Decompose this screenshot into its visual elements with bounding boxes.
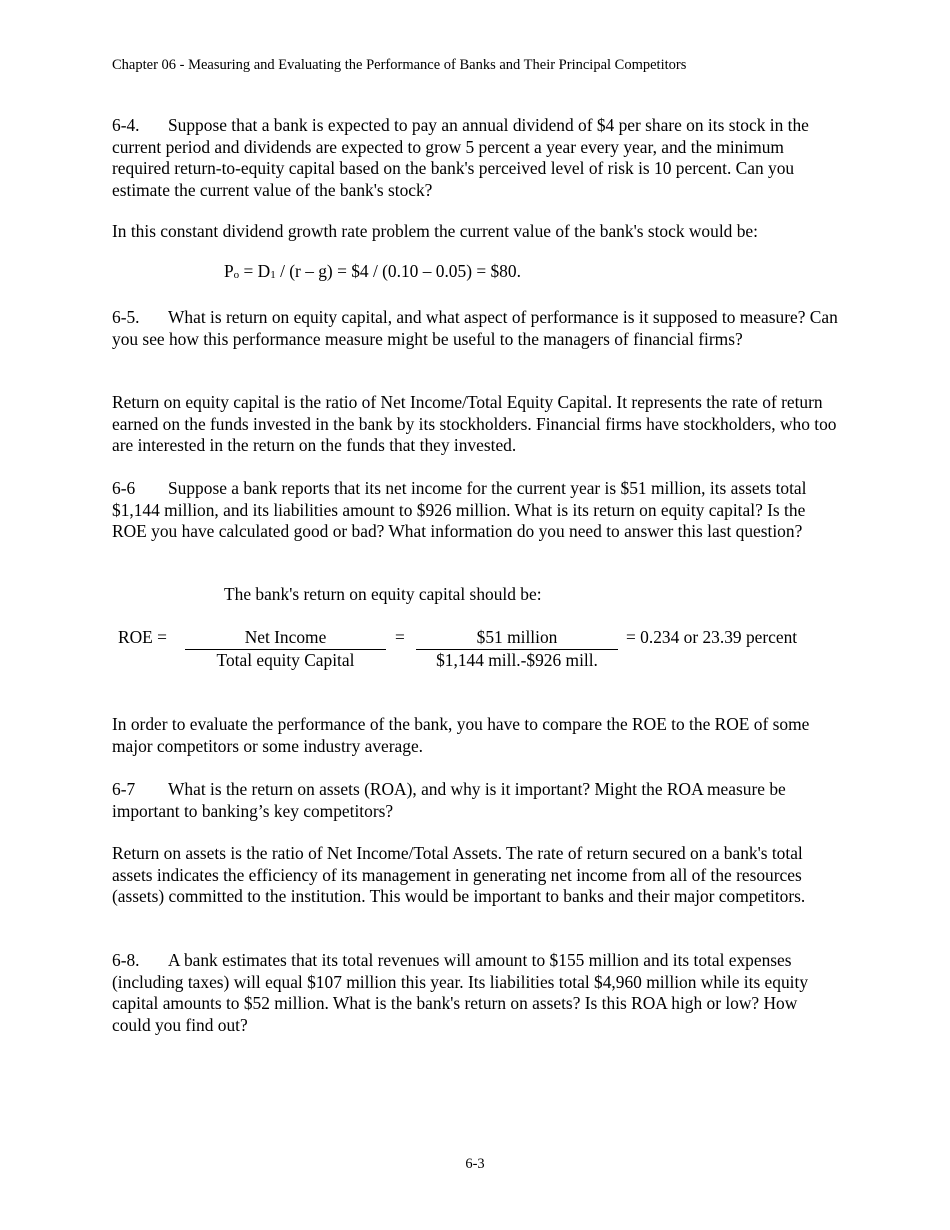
page-number: 6-3 — [465, 1156, 485, 1172]
question-number: 6-8. — [112, 950, 140, 970]
roe-intro: The bank's return on equity capital should be: — [224, 584, 542, 604]
question-number: 6-4. — [112, 115, 140, 135]
answer-6-7: Return on assets is the ratio of Net Income/Total Assets. The rate of return secured on a bank's total assets indicates the efficiency of its management in generating net income from all of the resources (assets) committed to the institution. This would be important to banks and their major competitors. — [112, 843, 806, 906]
question-6-7 — [112, 779, 840, 822]
equals-sign: = — [395, 627, 405, 647]
answer-6-6: In order to evaluate the performance of the bank, you have to compare the ROE to the ROE of some major competitors or some industry average. — [112, 714, 810, 756]
question-6-4 — [112, 115, 840, 201]
dividend-growth-formula: $P_o = D_1 / (r - g)$ = $4 / (0.10 – 0.05) = $80. — [224, 261, 521, 281]
question-text: Suppose a bank reports that its net income for the current year is $51 million, its assets total $1,144 million, and its liabilities amount to $926 million. What is its return on equity capital? Is the ROE you have calculated good or bad? What information do you need to answer this last question? — [112, 478, 807, 541]
fraction-2 — [416, 627, 618, 671]
question-text: What is the return on assets (ROA), and why is it important? Might the ROA measure be important to banking’s key competitors? — [112, 779, 786, 821]
fraction-2-denominator: $1,144 mill.-$926 mill. — [436, 650, 598, 670]
question-number: 6-6 — [112, 478, 136, 498]
question-text: What is return on equity capital, and what aspect of performance is it supposed to measure? Can you see how this performance measure might be useful to the managers of financial firms? — [112, 307, 838, 349]
fraction-2-numerator: $51 million — [416, 627, 618, 650]
roe-result: = 0.234 or 23.39 percent — [626, 627, 798, 647]
question-6-6 — [112, 478, 840, 543]
fraction-1 — [185, 627, 386, 671]
answer-6-5: Return on equity capital is the ratio of Net Income/Total Equity Capital. It represents the rate of return earned on the funds invested in the bank by its stockholders. Financial firms have stockholders, who too are interested in the return on the funds that they invested. — [112, 392, 837, 455]
question-6-8 — [112, 950, 840, 1036]
question-number: 6-7 — [112, 779, 136, 799]
question-number: 6-5. — [112, 307, 140, 327]
answer-6-4: In this constant dividend growth rate problem the current value of the bank's stock would be: — [112, 221, 758, 241]
question-text: A bank estimates that its total revenues will amount to $155 million and its total expenses (including taxes) will equal $107 million this year. Its liabilities total $4,960 million while its equity capital amounts to $52 million. What is the bank's return on assets? Is this ROA high or low? How could you find out? — [112, 950, 809, 1035]
question-text: Suppose that a bank is expected to pay an annual dividend of $4 per share on its stock in the current period and dividends are expected to grow 5 percent a year every year, and the minimum required return-to-equity capital based on the bank's perceived level of risk is 10 percent. Can you estimate the current value of the bank's stock? — [112, 115, 809, 200]
fraction-1-denominator: Total equity Capital — [216, 650, 355, 670]
roe-label: ROE = — [118, 627, 167, 647]
fraction-1-numerator: Net Income — [185, 627, 386, 650]
question-6-5 — [112, 307, 840, 350]
chapter-header: Chapter 06 - Measuring and Evaluating the Performance of Banks and Their Principal Competitors — [112, 57, 687, 73]
